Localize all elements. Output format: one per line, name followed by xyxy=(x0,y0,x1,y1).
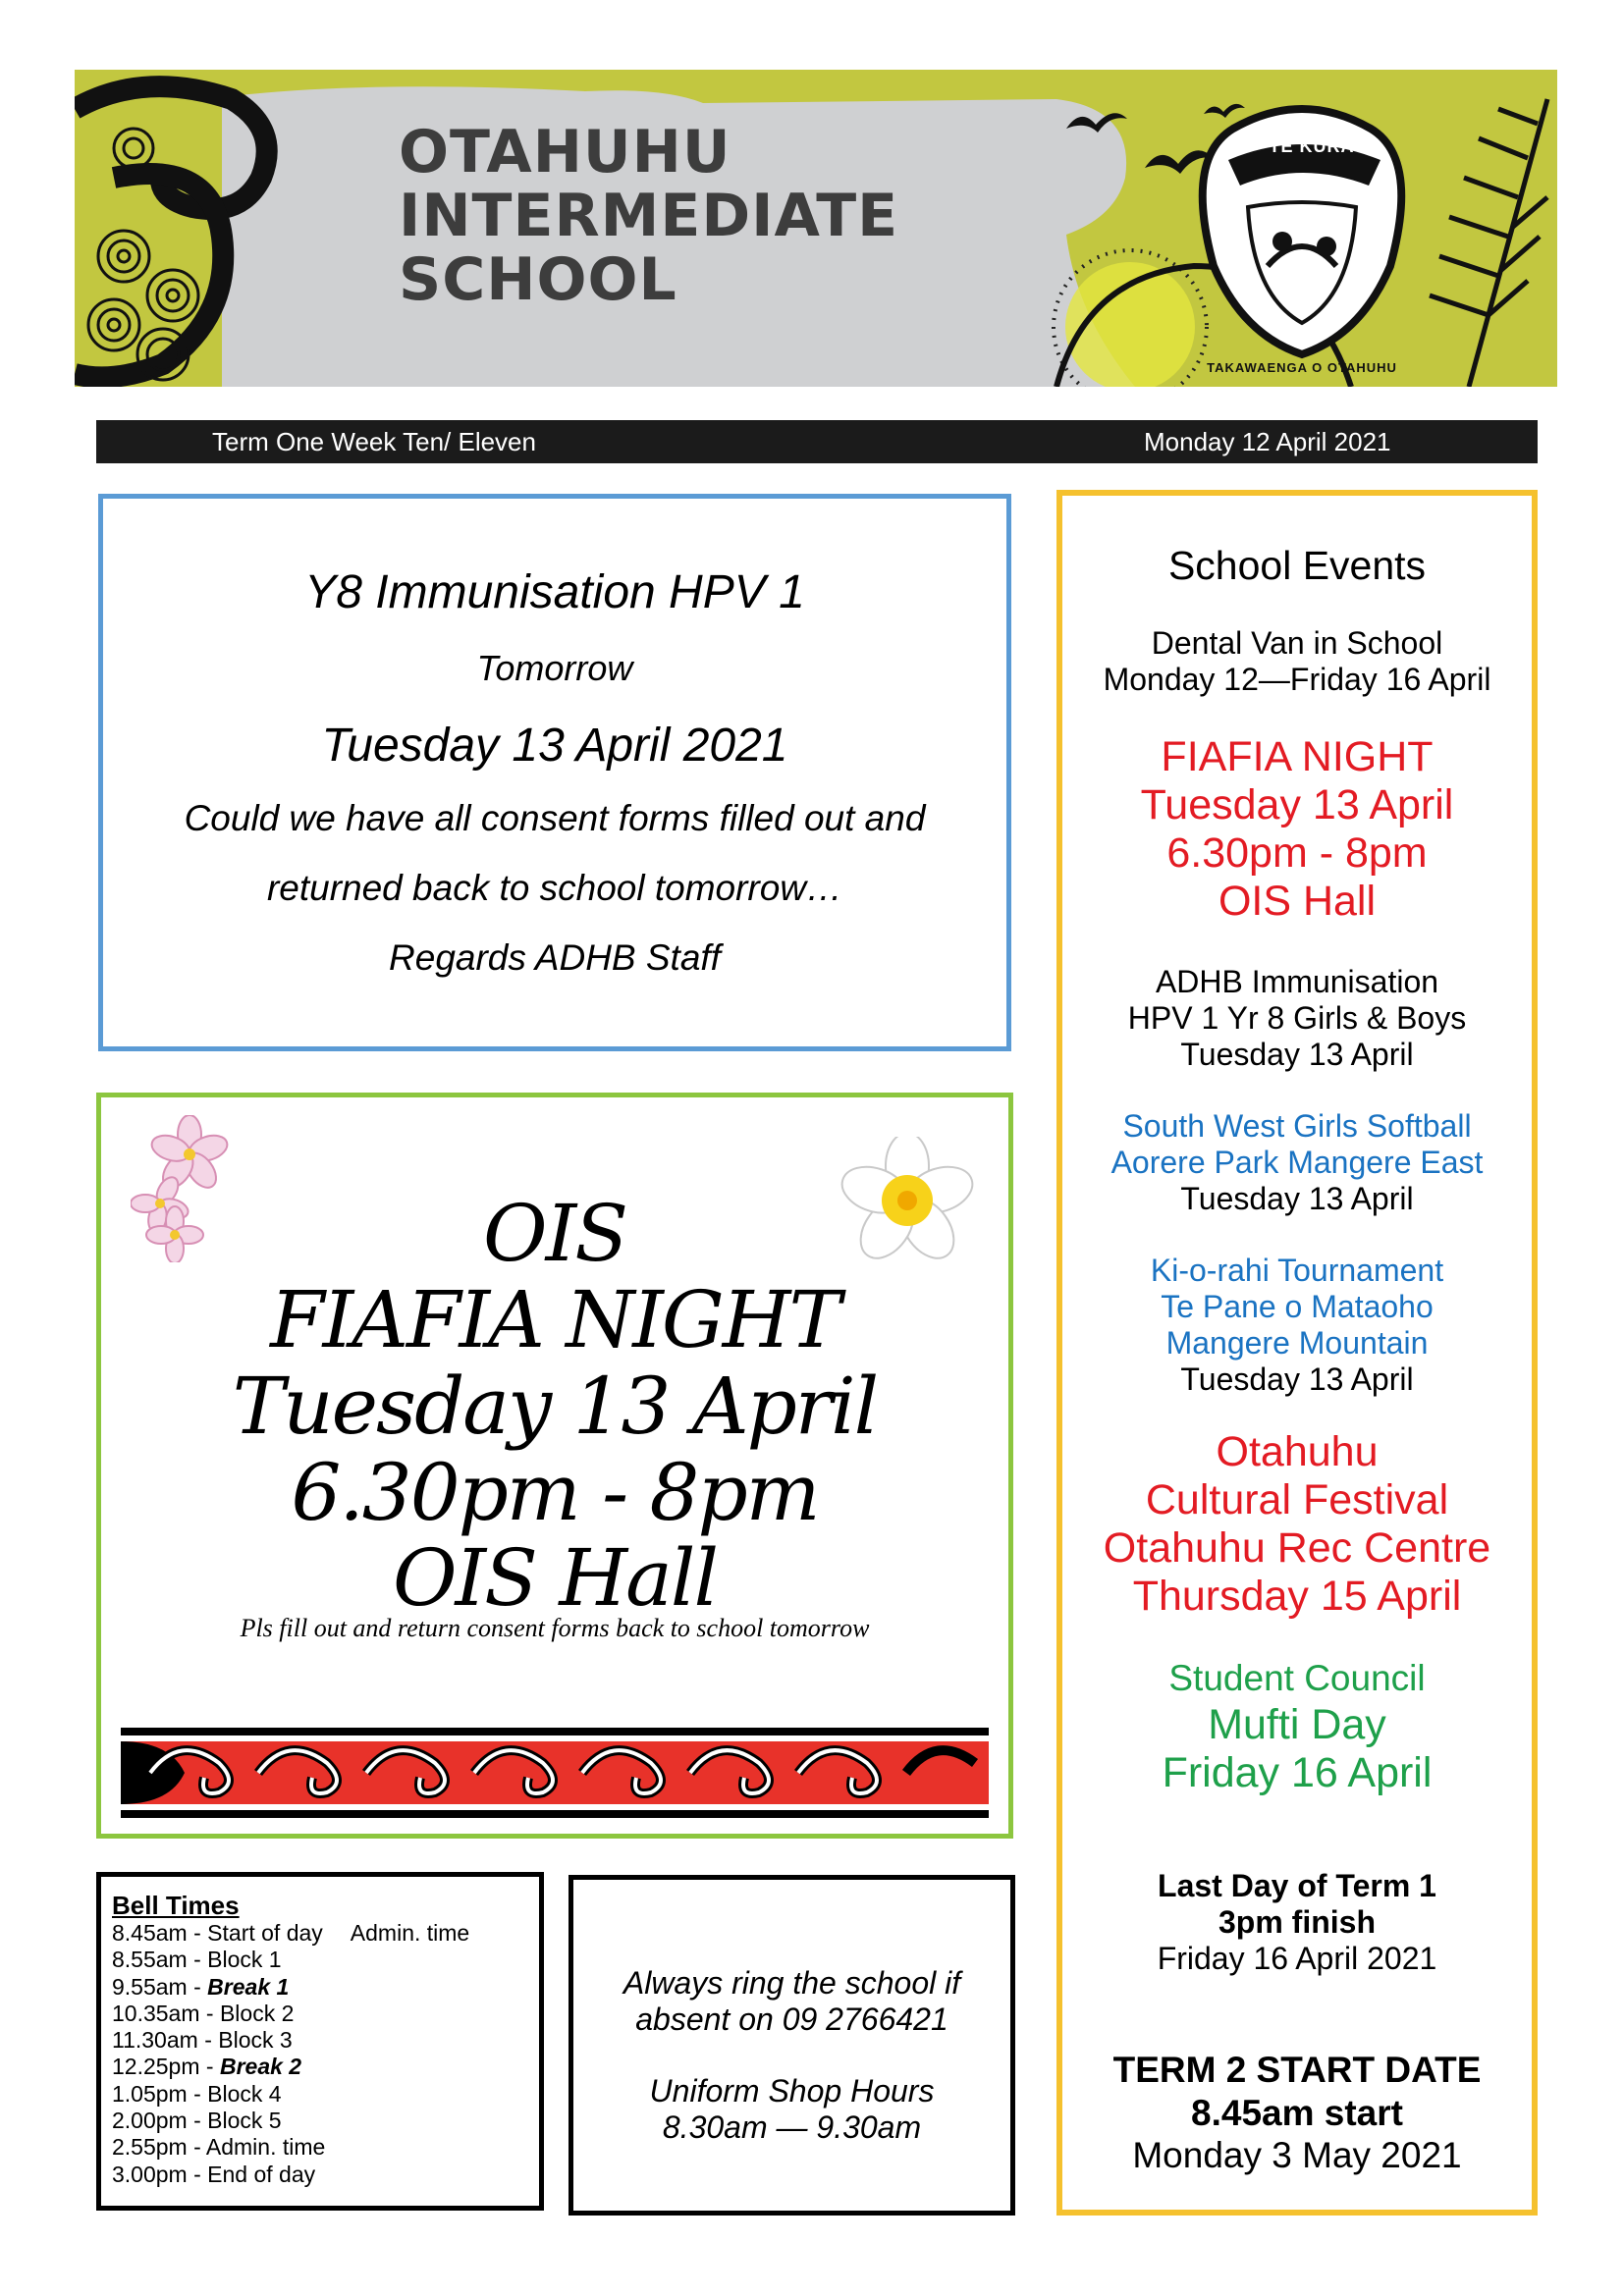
event-council-line-2: Mufti Day xyxy=(1208,1701,1386,1748)
bell-time-row: 2.55pm - Admin. time xyxy=(112,2134,326,2161)
bell-time: 3.00pm xyxy=(112,2161,188,2187)
crest-text-top: TE KURA xyxy=(1269,136,1355,156)
school-events-panel xyxy=(1056,490,1538,2216)
bell-time: 8.45am xyxy=(112,1920,188,1946)
school-banner xyxy=(75,70,1557,387)
immunisation-notice xyxy=(98,494,1011,1051)
uniform-shop-label: Uniform Shop Hours xyxy=(649,2073,935,2109)
bell-label: Admin. time xyxy=(205,2134,326,2161)
bell-time-row: 11.30am - Block 3 xyxy=(112,2027,293,2054)
bell-time-row: 2.00pm - Block 5 xyxy=(112,2108,282,2134)
event-dental-line-2: Monday 12—Friday 16 April xyxy=(1103,662,1491,697)
event-softball-line-1: South West Girls Softball xyxy=(1122,1108,1472,1144)
fiafia-line-1: OIS xyxy=(483,1188,626,1279)
bell-times-box xyxy=(96,1872,544,2211)
fiafia-note: Pls fill out and return consent forms back to school tomorrow xyxy=(240,1614,870,1642)
bell-label: End of day xyxy=(207,2161,316,2187)
event-kiorahi-date: Tuesday 13 April xyxy=(1180,1362,1414,1397)
event-kiorahi-line-1: Ki-o-rahi Tournament xyxy=(1150,1253,1444,1288)
bell-time-row: 10.35am - Block 2 xyxy=(112,2000,295,2026)
term2-line-3: Monday 3 May 2021 xyxy=(1132,2135,1462,2175)
event-softball-date: Tuesday 13 April xyxy=(1180,1181,1414,1216)
event-council-line-3: Friday 16 April xyxy=(1162,1749,1433,1796)
fern-pattern-icon xyxy=(1430,99,1547,387)
fiafia-line-3: Tuesday 13 April xyxy=(232,1361,878,1452)
bell-label: Break 1 xyxy=(207,1973,290,2000)
bell-time: 2.55pm xyxy=(112,2134,188,2161)
event-dental-line-1: Dental Van in School xyxy=(1151,625,1443,661)
immunisation-date: Tuesday 13 April 2021 xyxy=(321,720,788,772)
fiafia-line-5: OIS Hall xyxy=(392,1532,718,1624)
event-adhb-line-1: ADHB Immunisation xyxy=(1155,964,1439,999)
event-adhb-line-3: Tuesday 13 April xyxy=(1180,1037,1414,1072)
contact-line-1: Always ring the school if xyxy=(623,1965,961,2001)
bell-label: Block 3 xyxy=(218,2027,293,2054)
event-softball-line-2: Aorere Park Mangere East xyxy=(1110,1145,1484,1180)
bell-time: 10.35am xyxy=(112,2000,200,2026)
immunisation-subtitle: Tomorrow xyxy=(476,648,633,688)
event-kiorahi-line-2: Te Pane o Mataoho xyxy=(1161,1289,1434,1324)
immunisation-signature: Regards ADHB Staff xyxy=(389,937,721,978)
bell-label: Block 4 xyxy=(207,2080,282,2107)
event-kiorahi-line-3: Mangere Mountain xyxy=(1165,1325,1429,1361)
school-name-line-3: SCHOOL xyxy=(399,245,677,314)
last-day-line-2: 3pm finish xyxy=(1218,1904,1376,1940)
issue-date: Monday 12 April 2021 xyxy=(1144,427,1391,456)
bell-time: 12.25pm xyxy=(112,2054,200,2080)
immunisation-message-1: Could we have all consent forms filled out and xyxy=(184,798,926,838)
bell-label: Block 5 xyxy=(207,2108,282,2134)
bell-time-row: 8.55am - Block 1 xyxy=(112,1947,282,1973)
bell-label: Block 1 xyxy=(207,1947,282,1973)
event-fiafia-line-3: 6.30pm - 8pm xyxy=(1166,829,1428,877)
bell-label: Block 2 xyxy=(219,2000,295,2026)
crest-text-bottom: TAKAWAENGA O OTAHUHU xyxy=(1207,360,1397,375)
bell-time-row: 12.25pm - Break 2 xyxy=(112,2054,302,2080)
bell-time: 1.05pm xyxy=(112,2080,188,2107)
last-day-line-1: Last Day of Term 1 xyxy=(1158,1868,1436,1903)
bell-label: Start of day xyxy=(207,1920,323,1946)
bell-extra: Admin. time xyxy=(350,1920,470,1946)
kowhaiwhai-pattern xyxy=(121,1728,989,1818)
fiafia-line-4: 6.30pm - 8pm xyxy=(291,1447,819,1538)
event-fiafia-line-4: OIS Hall xyxy=(1218,878,1377,925)
bell-times-list xyxy=(112,1920,539,2188)
bell-time-row: 8.45am - Start of day Admin. time xyxy=(112,1920,470,1946)
event-cultural-line-2: Cultural Festival xyxy=(1145,1476,1449,1523)
event-adhb-line-2: HPV 1 Yr 8 Girls & Boys xyxy=(1127,1000,1467,1036)
event-cultural-line-1: Otahuhu xyxy=(1216,1428,1379,1475)
bell-time: 11.30am xyxy=(112,2027,198,2054)
bell-time: 2.00pm xyxy=(112,2108,188,2134)
last-day-line-3: Friday 16 April 2021 xyxy=(1157,1941,1437,1976)
bell-times-heading: Bell Times xyxy=(112,1891,240,1920)
contact-info-box xyxy=(568,1875,1015,2216)
bell-time-row: 9.55am - Break 1 xyxy=(112,1973,290,2000)
header-bar xyxy=(96,420,1538,463)
event-fiafia-line-2: Tuesday 13 April xyxy=(1140,781,1454,828)
term2-line-2: 8.45am start xyxy=(1191,2093,1403,2133)
contact-line-2: absent on 09 2766421 xyxy=(635,2002,948,2037)
bell-time-row: 3.00pm - End of day xyxy=(112,2161,316,2187)
bell-time: 9.55am xyxy=(112,1973,188,2000)
fiafia-night-poster xyxy=(96,1093,1013,1839)
event-council-line-1: Student Council xyxy=(1168,1658,1426,1698)
event-cultural-line-4: Thursday 15 April xyxy=(1132,1573,1462,1620)
bell-time: 8.55am xyxy=(112,1947,188,1973)
school-name-line-2: INTERMEDIATE xyxy=(399,182,899,250)
event-fiafia-line-1: FIAFIA NIGHT xyxy=(1161,733,1434,780)
term2-line-1: TERM 2 START DATE xyxy=(1112,2050,1482,2090)
fiafia-line-2: FIAFIA NIGHT xyxy=(270,1274,839,1365)
uniform-shop-hours: 8.30am — 9.30am xyxy=(662,2109,922,2145)
immunisation-title: Y8 Immunisation HPV 1 xyxy=(304,566,805,618)
immunisation-message-2: returned back to school tomorrow… xyxy=(266,868,843,908)
bell-label: Break 2 xyxy=(219,2054,302,2080)
events-heading: School Events xyxy=(1167,543,1427,588)
term-week-label: Term One Week Ten/ Eleven xyxy=(212,427,536,456)
school-name-line-1: OTAHUHU xyxy=(399,118,731,187)
event-cultural-line-3: Otahuhu Rec Centre xyxy=(1103,1524,1491,1572)
bell-time-row: 1.05pm - Block 4 xyxy=(112,2080,282,2107)
